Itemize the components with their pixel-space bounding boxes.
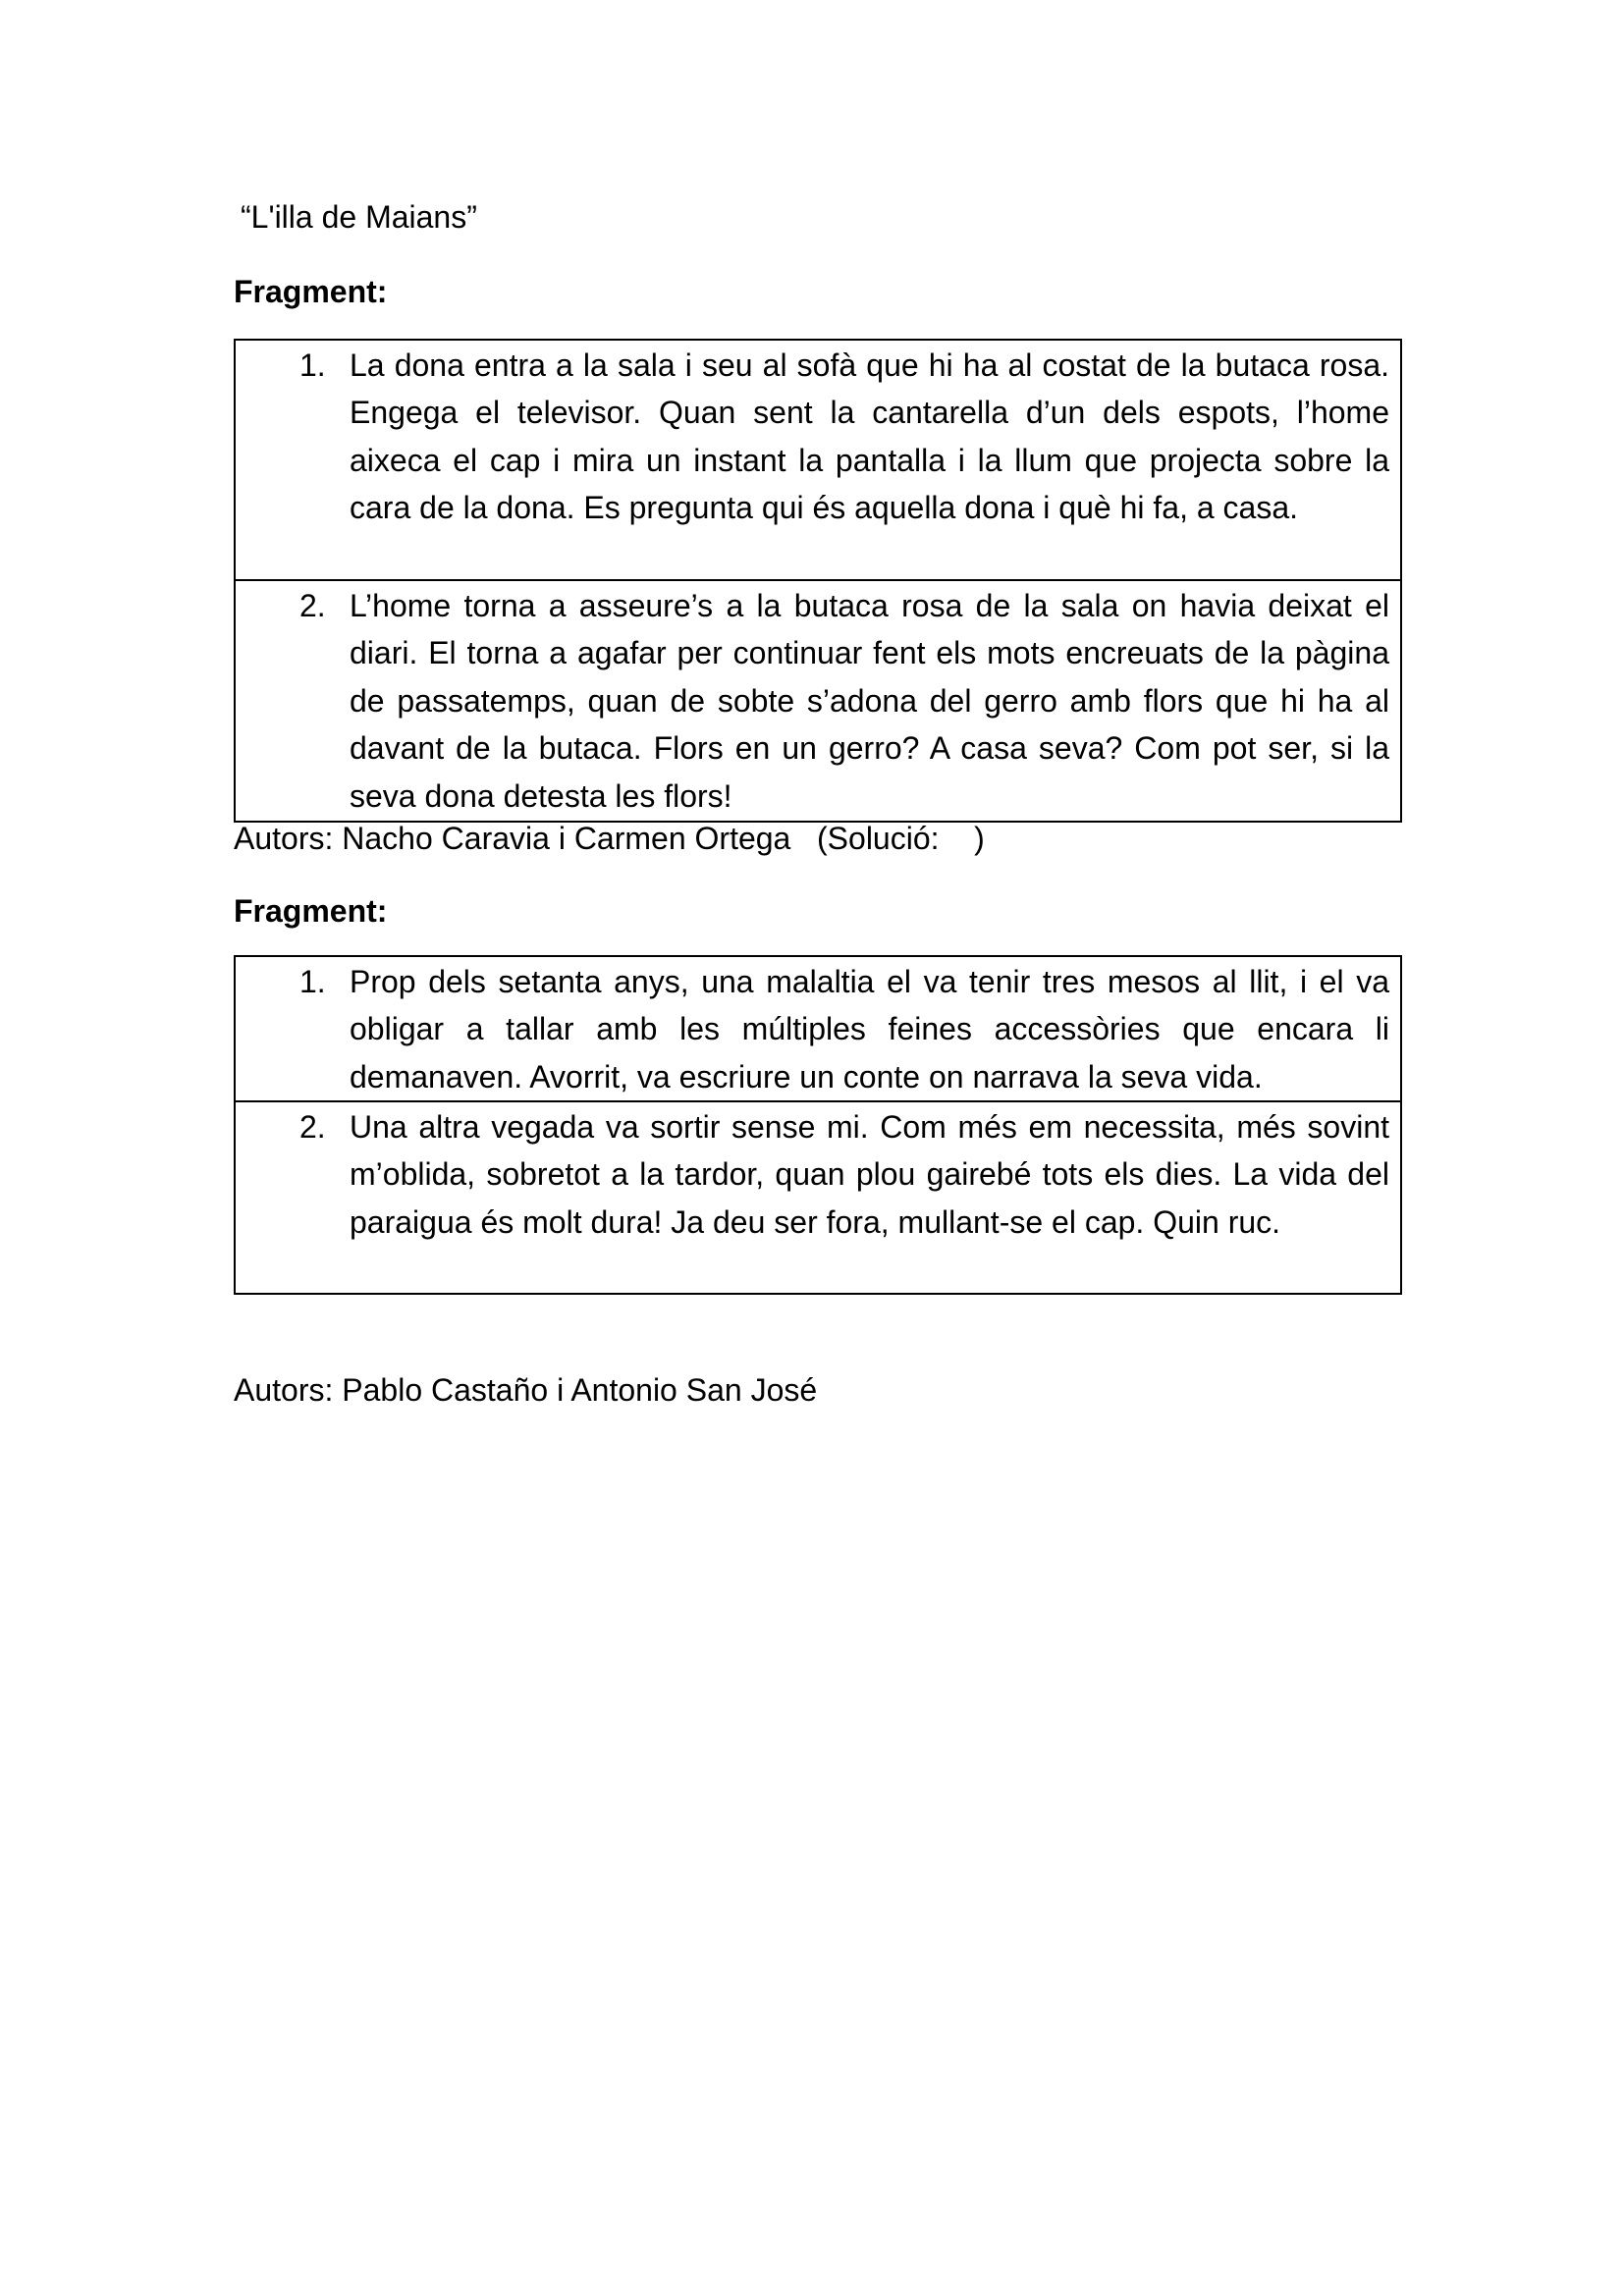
fragment-table bbox=[234, 339, 1402, 823]
fragment-cell bbox=[235, 580, 1401, 822]
item-number: 1. bbox=[299, 964, 326, 999]
fragment-cell bbox=[235, 956, 1401, 1101]
fragment-table bbox=[234, 955, 1402, 1295]
item-text: Prop dels setanta anys, una malaltia el va tenir tres mesos al llit, i el va obligar a tallar amb les múltiples feines accessòries que encara li demanaven. Avorrit, va escriure un conte on narrava la seva vida. bbox=[350, 964, 1389, 1095]
fragment-cell bbox=[235, 1101, 1401, 1294]
fragment-row bbox=[235, 340, 1401, 580]
item-number: 1. bbox=[299, 347, 326, 383]
authors-line: Autors: Nacho Caravia i Carmen Ortega (Solució: ) bbox=[234, 821, 985, 856]
fragment-heading: Fragment: bbox=[234, 893, 388, 929]
item-text: L’home torna a asseure’s a la butaca rosa de la sala on havia deixat el diari. El torna a agafar per continuar fent els mots encreuats de la pàgina de passatemps, quan de sobte s’adona del gerro amb flors que hi ha al davant de la butaca. Flors en un gerro? A casa seva? Com pot ser, si la seva dona detesta les flors! bbox=[350, 588, 1389, 814]
fragment-row bbox=[235, 580, 1401, 822]
fragment-item bbox=[236, 957, 1400, 1100]
fragment-item bbox=[236, 1102, 1400, 1293]
fragment-cell bbox=[235, 340, 1401, 580]
document-title: “L'illa de Maians” bbox=[241, 199, 477, 235]
item-text: La dona entra a la sala i seu al sofà que hi ha al costat de la butaca rosa. Engega el televisor. Quan sent la cantarella d’un dels espots, l’home aixeca el cap i mira un instant la pantalla i la llum que projecta sobre la cara de la dona. Es pregunta qui és aquella dona i què hi fa, a casa. bbox=[350, 347, 1389, 526]
item-text: Una altra vegada va sortir sense mi. Com més em necessita, més sovint m’oblida, sobretot a la tardor, quan plou gairebé tots els dies. La vida del paraigua és molt dura! Ja deu ser fora, mullant-se el cap. Quin ruc. bbox=[350, 1109, 1389, 1240]
fragment-heading: Fragment: bbox=[234, 274, 388, 309]
authors-line: Autors: Pablo Castaño i Antonio San José bbox=[234, 1372, 818, 1408]
fragment-row bbox=[235, 1101, 1401, 1294]
item-number: 2. bbox=[299, 588, 326, 623]
item-number: 2. bbox=[299, 1109, 326, 1145]
fragment-row bbox=[235, 956, 1401, 1101]
fragment-item bbox=[236, 581, 1400, 821]
fragment-item bbox=[236, 341, 1400, 579]
